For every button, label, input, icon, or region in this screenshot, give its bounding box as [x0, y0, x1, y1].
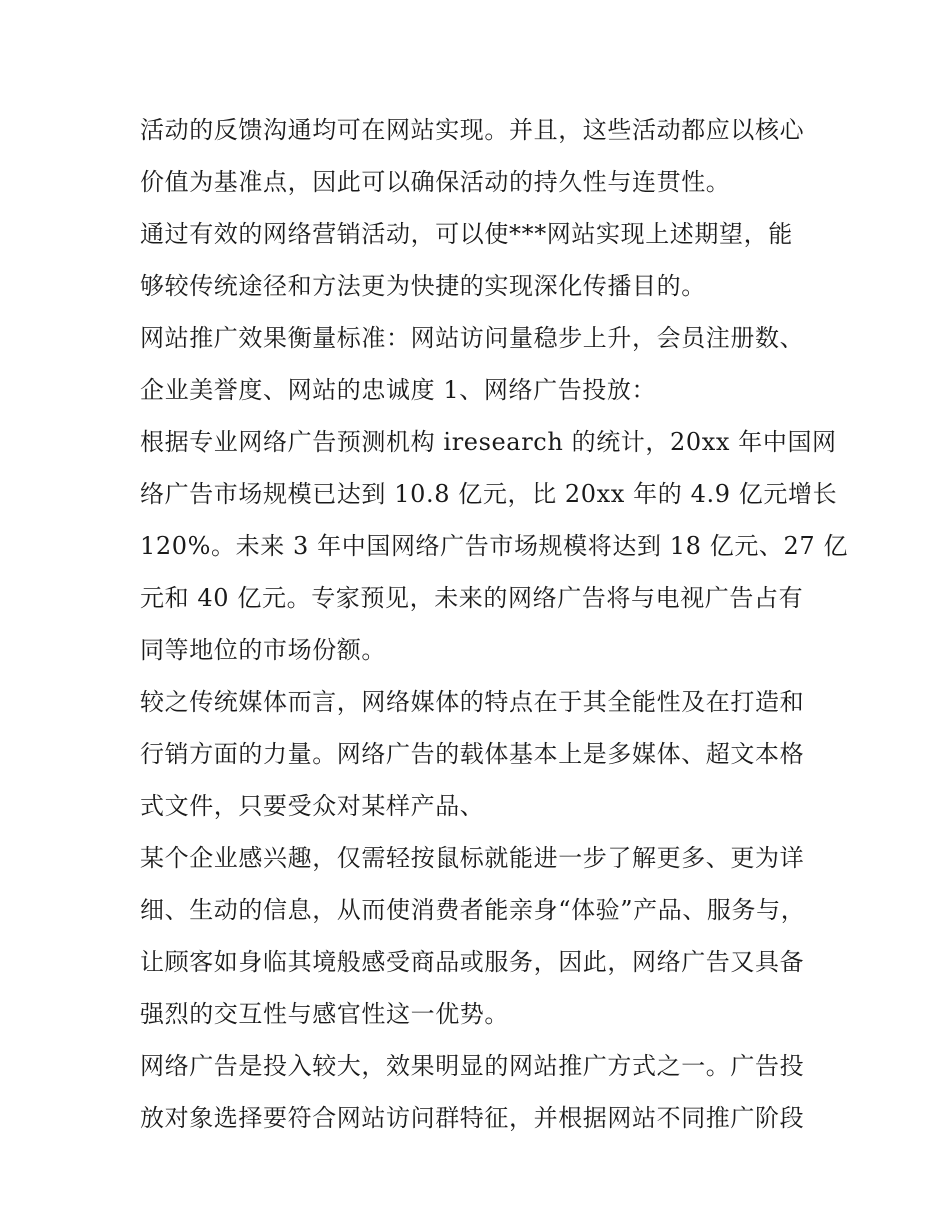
text-line: 络广告市场规模已达到 10.8 亿元，比 20xx 年的 4.9 亿元增长	[140, 480, 838, 508]
text-line: 企业美誉度、网站的忠诚度 1、网络广告投放：	[140, 376, 657, 404]
text-line: 行销方面的力量。网络广告的载体基本上是多媒体、超文本格	[140, 740, 805, 768]
text-line: 120%。未来 3 年中国网络广告市场规模将达到 18 亿元、27 亿	[140, 532, 849, 560]
text-line: 强烈的交互性与感官性这一优势。	[140, 1000, 509, 1028]
text-line: 放对象选择要符合网站访问群特征，并根据网站不同推广阶段	[140, 1104, 805, 1132]
text-line: 够较传统途径和方法更为快捷的实现深化传播目的。	[140, 272, 706, 300]
text-line: 根据专业网络广告预测机构 iresearch 的统计，20xx 年中国网	[140, 428, 837, 456]
document-body	[140, 104, 849, 1144]
text-line: 细、生动的信息，从而使消费者能亲身“体验”产品、服务与，	[140, 896, 806, 924]
text-line: 元和 40 亿元。专家预见，未来的网络广告将与电视广告占有	[140, 584, 804, 612]
text-line: 网络广告是投入较大，效果明显的网站推广方式之一。广告投	[140, 1052, 805, 1080]
text-line: 式文件，只要受众对某样产品、	[140, 792, 485, 820]
text-line: 同等地位的市场份额。	[140, 636, 386, 664]
text-line: 较之传统媒体而言，网络媒体的特点在于其全能性及在打造和	[140, 688, 805, 716]
text-line: 网站推广效果衡量标准：网站访问量稳步上升，会员注册数、	[140, 324, 805, 352]
text-line: 通过有效的网络营销活动，可以使***网站实现上述期望，能	[140, 220, 793, 248]
text-line: 某个企业感兴趣，仅需轻按鼠标就能进一步了解更多、更为详	[140, 844, 805, 872]
text-line: 让顾客如身临其境般感受商品或服务，因此，网络广告又具备	[140, 948, 805, 976]
text-line: 活动的反馈沟通均可在网站实现。并且，这些活动都应以核心	[140, 116, 805, 144]
text-line: 价值为基准点，因此可以确保活动的持久性与连贯性。	[140, 168, 731, 196]
